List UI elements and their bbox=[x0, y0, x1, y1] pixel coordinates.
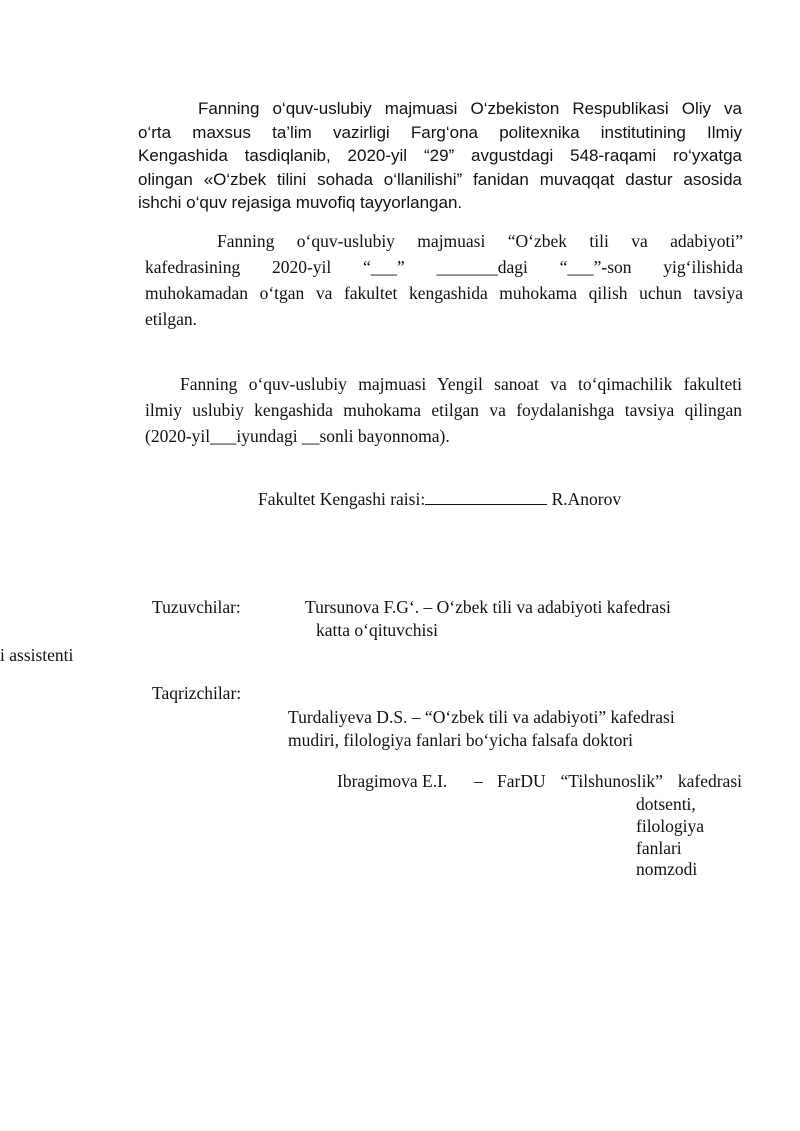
author-1-line-2: katta o‘qituvchisi bbox=[316, 620, 438, 640]
authors-label: Tuzuvchilar: bbox=[152, 597, 241, 617]
council-name: R.Anorov bbox=[551, 489, 622, 509]
reviewer-1-line-1: Turdaliyeva D.S. – “O‘zbek tili va adabiyoti” kafedrasi bbox=[288, 707, 675, 727]
signature-line bbox=[425, 490, 547, 505]
paragraph-department-line-1: Fanning o‘quv-uslubiy majmuasi “O‘zbek tili va adabiyoti” bbox=[217, 231, 743, 251]
author-1-line-1: Tursunova F.G‘. – O‘zbek tili va adabiyoti kafedrasi bbox=[305, 597, 671, 617]
paragraph-faculty bbox=[145, 371, 742, 449]
reviewers-label: Taqrizchilar: bbox=[152, 683, 242, 703]
reviewer-2-name: Ibragimova E.I. bbox=[337, 771, 448, 791]
paragraph-approval bbox=[138, 97, 742, 215]
author-fragment: i assistenti bbox=[0, 645, 74, 665]
reviewer-2-title-2: filologiya bbox=[636, 816, 705, 836]
council-label: Fakultet Kengashi raisi: bbox=[258, 489, 426, 509]
council-chairman bbox=[258, 487, 621, 512]
reviewer-2-dash: – bbox=[474, 771, 483, 791]
reviewer-2-department: FarDU “Tilshunoslik” kafedrasi bbox=[497, 771, 742, 791]
paragraph-approval-line-4: olingan «O‘zbek tilini sohada o‘llanilishi” fanidan muvaqqat dastur asosida bbox=[138, 169, 742, 189]
reviewer-2-title-1: dotsenti, bbox=[636, 794, 696, 814]
paragraph-department bbox=[145, 228, 743, 332]
paragraph-department-line-3: muhokamadan o‘tgan va fakultet kengashida muhokama qilish uchun tavsiya bbox=[145, 283, 743, 303]
reviewer-1-line-2: mudiri, filologiya fanlari bo‘yicha falsafa doktori bbox=[288, 730, 634, 750]
paragraph-faculty-line-1: Fanning o‘quv-uslubiy majmuasi Yengil sanoat va to‘qimachilik fakulteti bbox=[180, 374, 742, 394]
paragraph-approval-line-3: Kengashida tasdiqlanib, 2020-yil “29” avgustdagi 548-raqami ro‘yxatga bbox=[138, 146, 742, 165]
paragraph-faculty-line-2: ilmiy uslubiy kengashida muhokama etilgan va foydalanishga tavsiya qilingan bbox=[145, 400, 742, 420]
reviewer-2-title-3: fanlari bbox=[636, 838, 682, 858]
reviewer-2-title-4: nomzodi bbox=[636, 859, 698, 879]
paragraph-faculty-line-3: (2020-yil___iyundagi __sonli bayonnoma). bbox=[145, 426, 450, 446]
paragraph-approval-line-2: o‘rta maxsus ta’lim vazirligi Farg‘ona politexnika institutining Ilmiy bbox=[138, 122, 742, 142]
paragraph-approval-line-1: Fanning o‘quv-uslubiy majmuasi O‘zbekiston Respublikasi Oliy va bbox=[198, 99, 742, 118]
paragraph-approval-line-5: ishchi o‘quv rejasiga muvofiq tayyorlangan. bbox=[138, 193, 463, 212]
paragraph-department-line-4: etilgan. bbox=[145, 309, 197, 329]
paragraph-department-line-2: kafedrasining 2020-yil “___” _______dagi “___”-son yig‘ilishida bbox=[145, 257, 743, 277]
